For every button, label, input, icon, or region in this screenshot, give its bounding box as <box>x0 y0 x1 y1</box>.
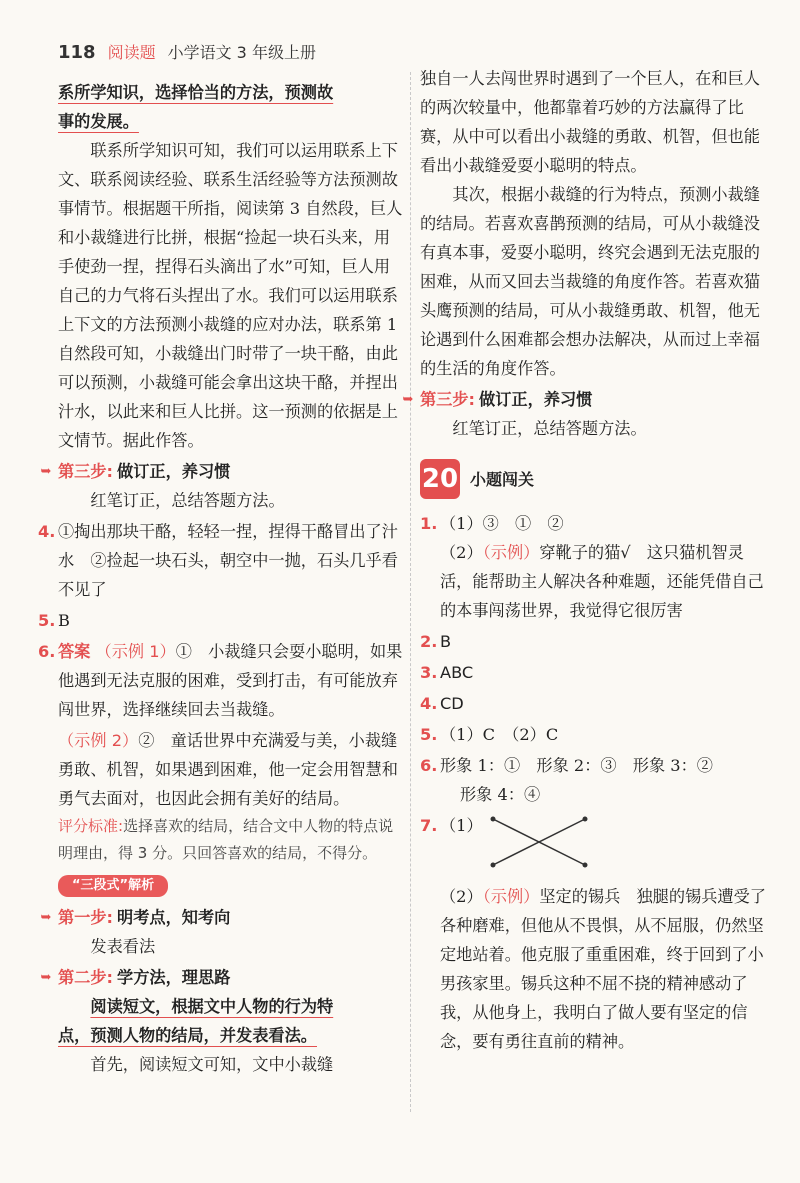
continued-paragraph: 独自一人去闯世界时遇到了一个巨人，在和巨人的两次较量中，他都靠着巧妙的方法赢得了比赛，从中可以看出小裁缝的勇敢、机智，但也能看出小裁缝爱耍小聪明的特点。 <box>420 69 760 175</box>
answer-1-part-2: （2）（示例）穿靴子的猫√ 这只猫机智灵活，能帮助主人解决各种难题，还能凭借自己的本事闯荡世界，我觉得它很厉害 <box>440 543 764 620</box>
matching-lines-svg <box>489 811 589 873</box>
answer-6-right: 6. 形象 1：① 形象 2：③ 形象 3：② <box>420 756 713 775</box>
section-heading <box>420 459 776 499</box>
question-block <box>420 509 776 1056</box>
match-dot <box>490 817 495 822</box>
section-title: 小题闯关 <box>470 469 535 489</box>
second-analysis-paragraph: 其次，根据小裁缝的行为特点，预测小裁缝的结局。若喜欢喜鹊预测的结局，可从小裁缝没有真本事，爱耍小聪明，终究会遇到无法克服的困难，从而又回去当裁缝的角度作答。若喜欢猫头鹰预测的结局，可从小裁缝勇敢、机智，他无论遇到什么困难都会想办法解决，从而过上幸福的生活的角度作答。 <box>420 185 760 378</box>
intro-line-2: 事的发展。 <box>58 112 139 131</box>
analysis-paragraph: 联系所学知识可知，我们可以运用联系上下文、联系阅读经验、联系生活经验等方法预测故事情节。根据题干所指，阅读第 3 自然段，巨人和小裁缝进行比拼，根据“捡起一块石头来，用手使劲一捏，捏得石头滴出了水”可知，巨人用自己的力气将石头捏出了水。我们可以运用联系上下文的方法预测小裁缝的应对办法，联系第 1 自然段可知，小裁缝出门时带了一块干酪，由此可以预测，小裁缝可能会拿出这块干酪，并捏出汁水，以此来和巨人比拼。这一预测的依据是上文情节。据此作答。 <box>58 141 403 450</box>
match-dot <box>582 817 587 822</box>
matching-lines-diagram <box>489 811 589 882</box>
page-number: 118 <box>58 42 96 63</box>
match-dot <box>582 863 587 868</box>
column-divider <box>410 72 411 1112</box>
arrow-icon: ➥ <box>40 464 52 479</box>
page-header <box>58 40 316 70</box>
answer-6-right-line-2: 形象 4：④ <box>460 785 541 804</box>
match-dot <box>490 863 495 868</box>
answer-7-part-2: （2）（示例）坚定的锡兵 独腿的锡兵遭受了各种磨难，但他从不畏惧，从不屈服，仍然坚定地站着。他克服了重重困难，终于回到了小男孩家里。锡兵这种不屈不挠的精神感动了我，从他身上，我明白了做人要有坚定的信念，要有勇往直前的精神。 <box>440 887 766 1051</box>
step3-heading: ➥ 第三步: 做订正，养习惯 <box>38 457 406 486</box>
answer-4-right: 4. CD <box>420 694 464 713</box>
answer-5: 5. B <box>38 611 70 630</box>
answer-2: 2. B <box>420 632 452 651</box>
section-number: 20 <box>420 459 460 499</box>
section-name: 阅读题 <box>107 43 156 62</box>
step1-heading: ➥ 第一步: 明考点，知考向 <box>38 903 406 932</box>
three-step-badge: “三段式”解析 <box>58 875 168 897</box>
answer-5-right: 5. （1）C （2）C <box>420 725 559 744</box>
step3-heading-right: ➥ 第三步: 做订正，养习惯 <box>400 385 776 414</box>
answer-1-part-1: 1. （1）③ ① ② <box>420 514 564 533</box>
answer-4: 4. ①掏出那块干酪，轻轻一捏，捏得干酪冒出了汁水 ②捡起一块石头，朝空中一抛，石头几乎看不见了 <box>38 522 398 599</box>
final-paragraph-start: 首先，阅读短文可知，文中小裁缝 <box>90 1055 334 1074</box>
step2-detail-2: 点，预测人物的结局，并发表看法。 <box>58 1026 317 1045</box>
answer-6: 6. 答案 （示例 1）① 小裁缝只会耍小聪明，如果他遇到无法克服的困难，受到打击，有可能放弃闯世界，选择继续回去当裁缝。 <box>38 642 403 719</box>
answer-7-part-1: 7. （1） <box>440 811 776 882</box>
intro-line-1: 系所学知识，选择恰当的方法，预测故 <box>58 83 334 102</box>
arrow-icon: ➥ <box>402 392 414 407</box>
step3-detail: 红笔订正，总结答题方法。 <box>90 491 285 510</box>
right-column <box>402 64 776 1056</box>
left-column <box>38 78 406 1079</box>
arrow-icon: ➥ <box>40 910 52 925</box>
answer-3: 3. ABC <box>420 663 474 682</box>
step3-detail-right: 红笔订正，总结答题方法。 <box>452 419 647 438</box>
book-title: 小学语文 3 年级上册 <box>167 43 316 62</box>
arrow-icon: ➥ <box>40 970 52 985</box>
step1-detail: 发表看法 <box>90 937 156 956</box>
step2-heading: ➥ 第二步: 学方法，理思路 <box>38 963 406 992</box>
scoring-criteria: 评分标准:选择喜欢的结局，结合文中人物的特点说明理由，得 3 分。只回答喜欢的结局，不得分。 <box>58 817 394 862</box>
step2-detail-1: 阅读短文，根据文中人物的行为特 <box>90 997 334 1016</box>
answer-6-example-2: （示例 2）② 童话世界中充满爱与美，小裁缝勇敢、机智，如果遇到困难，他一定会用智慧和勇气去面对，也因此会拥有美好的结局。 <box>58 731 398 808</box>
